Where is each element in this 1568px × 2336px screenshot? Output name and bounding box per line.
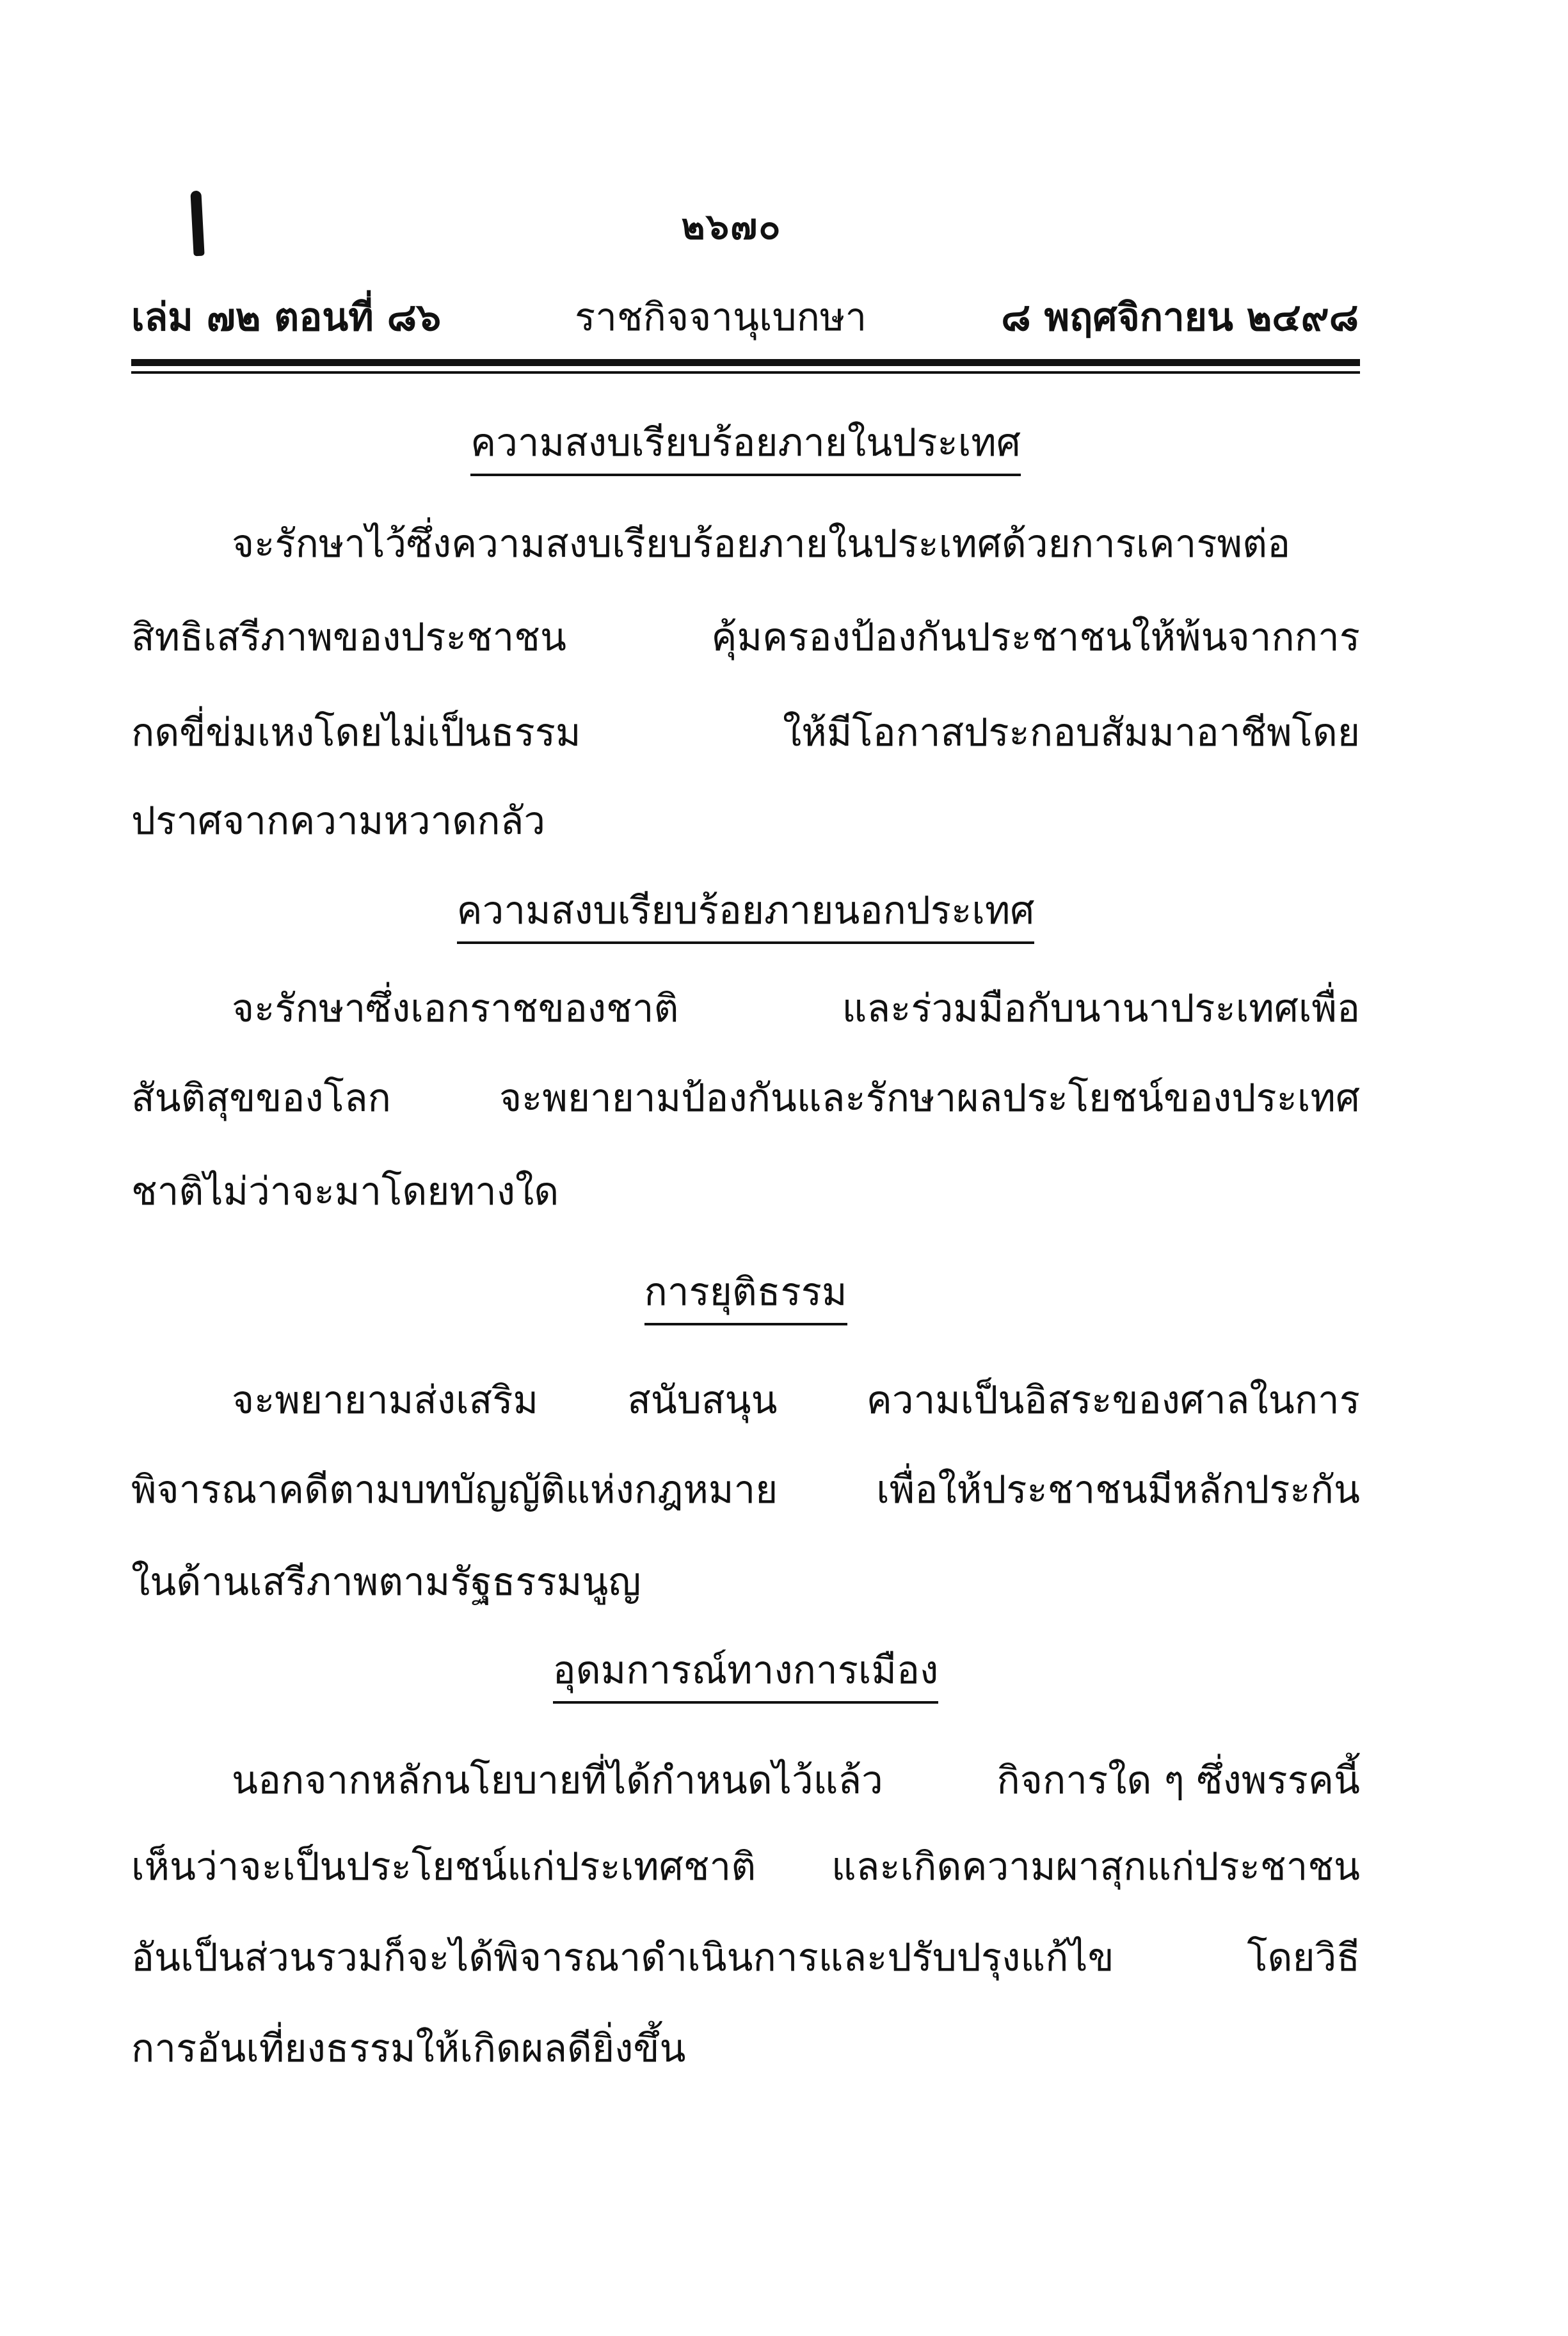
paragraph-line <box>232 1368 1360 1432</box>
text-phrase: ในด้านเสรีภาพตามรัฐธรรมนูญ <box>131 1560 641 1604</box>
paragraph-line <box>232 977 1360 1041</box>
text-phrase: เห็นว่าจะเป็นประโยชน์แก่ประเทศชาติ <box>131 1844 756 1889</box>
paragraph-line <box>131 789 1360 853</box>
text-phrase: จะรักษาซึ่งเอกราชของชาติ <box>232 986 679 1031</box>
text-phrase: ชาติไม่ว่าจะมาโดยทางใด <box>131 1169 559 1214</box>
paragraph-line <box>131 1458 1360 1522</box>
text-phrase: สิทธิเสรีภาพของประชาชน <box>131 615 566 660</box>
paragraph-line <box>131 1550 1360 1614</box>
margin-mark <box>190 191 204 257</box>
paragraph-line <box>131 2017 1360 2081</box>
text-phrase: และเกิดความผาสุกแก่ประชาชน <box>831 1844 1360 1889</box>
text-phrase: นอกจากหลักนโยบายที่ได้กำหนดไว้แล้ว <box>232 1758 883 1803</box>
text-phrase: จะพยายามส่งเสริม <box>232 1378 539 1423</box>
section-heading <box>131 412 1360 476</box>
section-heading <box>131 1261 1360 1325</box>
volume-issue: เล่ม ๗๒ ตอนที่ ๘๖ <box>131 295 442 340</box>
text-phrase: ปราศจากความหวาดกลัว <box>131 799 546 844</box>
section-heading-text: ความสงบเรียบร้อยภายนอกประเทศ <box>457 880 1035 944</box>
paragraph-line <box>131 1066 1360 1130</box>
text-phrase: อันเป็นส่วนรวมก็จะได้พิจารณาดำเนินการและปรับปรุงแก้ไข <box>131 1935 1114 1980</box>
text-phrase: กดขี่ข่มเหงโดยไม่เป็นธรรม <box>131 710 581 755</box>
paragraph-line <box>232 1748 1360 1812</box>
text-phrase: เพื่อให้ประชาชนมีหลักประกัน <box>876 1468 1360 1512</box>
paragraph-line <box>131 701 1360 765</box>
section-heading <box>131 1640 1360 1704</box>
text-phrase: สนับสนุน <box>627 1378 778 1423</box>
text-phrase: ให้มีโอกาสประกอบสัมมาอาชีพโดย <box>782 710 1360 755</box>
text-phrase: กิจการใด ๆ ซึ่งพรรคนี้ <box>996 1758 1360 1803</box>
issue-date: ๘ พฤศจิกายน ๒๔๙๘ <box>1001 295 1359 340</box>
header-rule-thick <box>131 359 1360 366</box>
paragraph-line <box>131 1835 1360 1899</box>
text-phrase: สันติสุขของโลก <box>131 1076 391 1121</box>
section-heading-text: ความสงบเรียบร้อยภายในประเทศ <box>470 412 1021 476</box>
section-heading-text: การยุติธรรม <box>644 1261 847 1325</box>
header-rule-thin <box>131 371 1360 374</box>
publication-title: ราชกิจจานุเบกษา <box>575 295 867 340</box>
section-heading-text: อุดมการณ์ทางการเมือง <box>553 1640 939 1704</box>
text-phrase: โดยวิธี <box>1247 1935 1360 1980</box>
paragraph-line <box>131 1926 1360 1990</box>
text-phrase: การอันเที่ยงธรรมให้เกิดผลดียิ่งขึ้น <box>131 2026 686 2071</box>
text-phrase: คุ้มครองป้องกันประชาชนให้พ้นจากการ <box>711 615 1360 660</box>
text-phrase: จะพยายามป้องกันและรักษาผลประโยชน์ของประเทศ <box>499 1076 1360 1121</box>
page-number: ๒๖๗๐ <box>681 205 782 248</box>
paragraph-line <box>131 605 1360 669</box>
text-phrase: และร่วมมือกับนานาประเทศเพื่อ <box>842 986 1360 1031</box>
text-phrase: จะรักษาไว้ซึ่งความสงบเรียบร้อยภายในประเทศด้วยการเคารพต่อ <box>232 522 1291 566</box>
text-phrase: ความเป็นอิสระของศาลในการ <box>866 1378 1360 1423</box>
paragraph-line <box>232 512 1360 576</box>
paragraph-line <box>131 1160 1360 1224</box>
section-heading <box>131 880 1360 944</box>
text-phrase: พิจารณาคดีตามบทบัญญัติแห่งกฎหมาย <box>131 1468 778 1512</box>
